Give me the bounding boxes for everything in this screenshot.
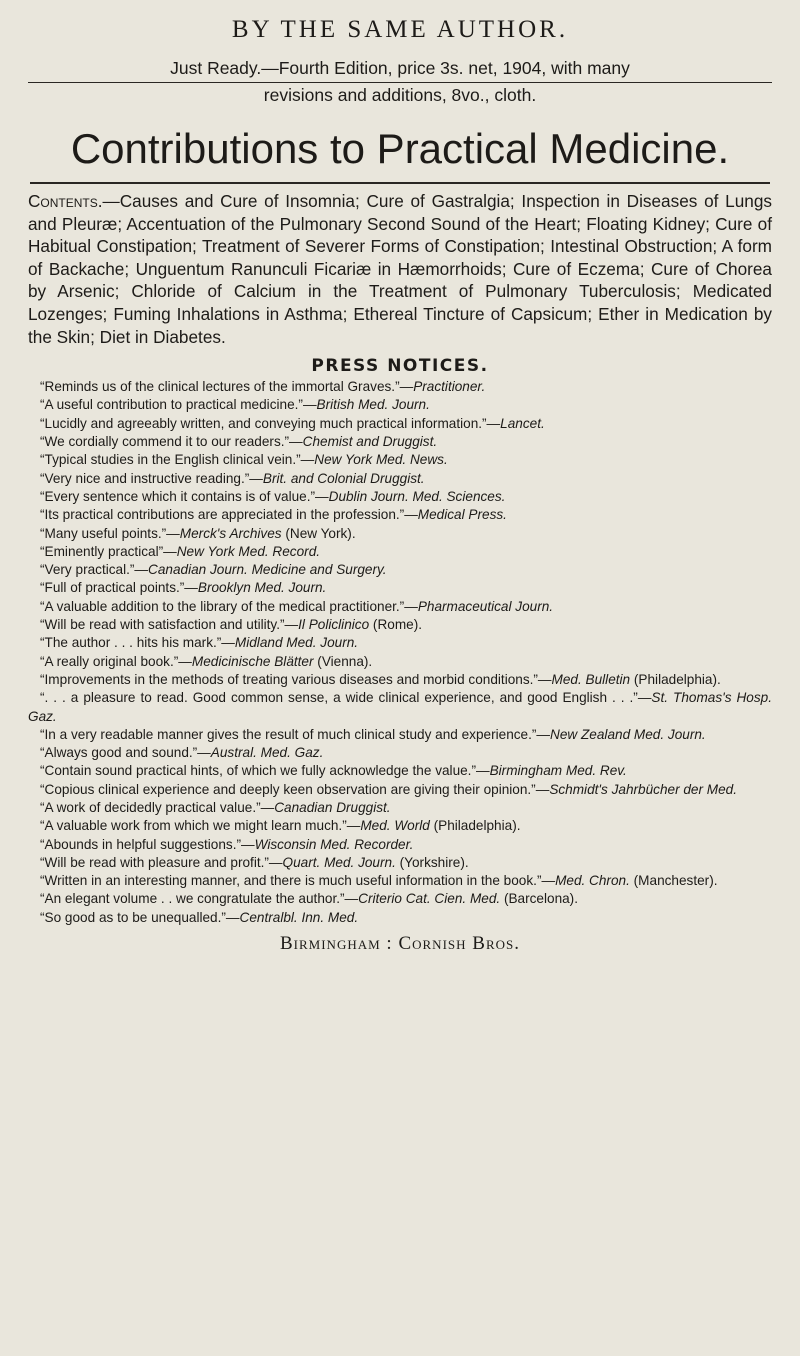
press-notice — [28, 616, 772, 634]
notice-quote: “. . . a pleasure to read. Good common sense, a wide clinical experience, and good English . . .”— — [40, 690, 652, 706]
press-notice — [28, 836, 772, 854]
press-notice — [28, 854, 772, 872]
book-title: Contributions to Practical Medicine. — [70, 125, 730, 172]
press-notice — [28, 689, 772, 726]
notice-source: Brooklyn Med. Journ. — [197, 580, 327, 596]
publisher-footer: Birmingham : Cornish Bros. — [280, 933, 520, 955]
notice-quote: “Will be read with pleasure and profit.”— — [40, 854, 283, 870]
notice-source: Chemist and Druggist. — [302, 434, 438, 450]
press-notices-heading: PRESS NOTICES. — [311, 356, 489, 377]
notice-quote: “Always good and sound.”— — [40, 745, 211, 761]
press-notice — [28, 451, 772, 469]
notice-source: Merck's Archives — [179, 525, 282, 541]
notice-source-place: (Yorkshire). — [395, 854, 469, 870]
press-notice — [28, 671, 772, 689]
press-notice — [28, 415, 772, 433]
notice-quote: “Its practical contributions are appreciated in the profession.”— — [40, 507, 418, 523]
notice-source: Austral. Med. Gaz. — [210, 745, 324, 761]
notice-source: Wisconsin Med. Recorder. — [254, 836, 414, 852]
notice-source: Med. Bulletin — [551, 671, 631, 687]
page-header: BY THE SAME AUTHOR. — [231, 16, 569, 43]
press-notice — [28, 872, 772, 890]
notice-quote: “Improvements in the methods of treating various diseases and morbid conditions.”— — [40, 671, 552, 687]
notice-quote: “Eminently practical”— — [40, 543, 177, 559]
notice-source: Canadian Journ. Medicine and Surgery. — [148, 562, 387, 578]
press-notice — [28, 378, 772, 396]
title-rule — [30, 182, 770, 184]
notice-source: Il Policlinico — [298, 617, 370, 633]
press-notice — [28, 909, 772, 927]
notice-source: New Zealand Med. Journ. — [550, 726, 706, 742]
notice-quote: “An elegant volume . . we congratulate the author.”— — [40, 891, 359, 907]
notice-quote: “Full of practical points.”— — [40, 580, 198, 596]
notice-quote: “Every sentence which it contains is of value.”— — [40, 488, 329, 504]
notice-source: New York Med. News. — [314, 452, 448, 468]
notice-quote: “The author . . . hits his mark.”— — [40, 635, 235, 651]
press-notice — [28, 726, 772, 744]
press-notice — [28, 433, 772, 451]
notice-quote: “Very practical.”— — [40, 562, 149, 578]
notice-source: Med. World — [360, 818, 430, 834]
notice-quote: “Many useful points.”— — [40, 525, 180, 541]
page — [28, 0, 772, 955]
notice-quote: “Abounds in helpful suggestions.”— — [40, 836, 255, 852]
notice-source: Quart. Med. Journ. — [282, 854, 396, 870]
notice-source-place: (Rome). — [369, 617, 423, 633]
notice-source: Centralbl. Inn. Med. — [239, 909, 359, 925]
notice-quote: “Very nice and instructive reading.”— — [40, 470, 263, 486]
notice-source: Medicinische Blätter — [191, 653, 314, 669]
notice-quote: “Written in an interesting manner, and there is much useful information in the book.”— — [40, 873, 556, 889]
notice-quote: “A valuable addition to the library of the medical practitioner.”— — [40, 598, 418, 614]
announcement-line-2: revisions and additions, 8vo., cloth. — [263, 85, 537, 105]
press-notice — [28, 817, 772, 835]
notice-source: St. Thomas's Hosp. Gaz. — [28, 690, 773, 724]
press-notice — [28, 762, 772, 780]
notice-source: Dublin Journ. Med. Sciences. — [328, 488, 506, 504]
contents-text: —Causes and Cure of Insomnia; Cure of Gastralgia; Inspection in Diseases of Lungs and Pleuræ; Accentuation of the Pulmonary Second Sound of the Heart; Floating Kidney; Cure of Habitual Constipation; Treatment of Severer Forms of Constipation; Intestinal Obstruction; A form of Backache; Unguentum Ranunculi Ficariæ in Hæmorrhoids; Cure of Eczema; Cure of Chorea by Arsenic; Chloride of Calcium in the Treatment of Pulmonary Tuberculosis; Medicated Lozenges; Fuming Inhalations in Asthma; Ethereal Tincture of Capsicum; Ether in Medication by the Skin; Diet in Diabetes. — [28, 191, 772, 347]
notice-source: Schmidt's Jahrbücher der Med. — [549, 781, 738, 797]
contents-lead: Contents. — [28, 191, 103, 211]
notice-source-place: (New York). — [281, 525, 356, 541]
press-notice — [28, 890, 772, 908]
press-notice — [28, 781, 772, 799]
announcement-line-1: Just Ready.—Fourth Edition, price 3s. net, 1904, with many — [28, 56, 772, 83]
press-notice — [28, 579, 772, 597]
notice-source-place: (Barcelona). — [500, 891, 578, 907]
notice-quote: “Copious clinical experience and deeply keen observation are giving their opinion.”— — [40, 781, 550, 797]
notice-quote: “Typical studies in the English clinical vein.”— — [40, 452, 315, 468]
announcement — [28, 56, 772, 108]
notice-source: Birmingham Med. Rev. — [489, 763, 627, 779]
notice-source: Med. Chron. — [555, 873, 630, 889]
notice-source: Lancet. — [500, 415, 545, 431]
press-notice — [28, 634, 772, 652]
notice-source: British Med. Journ. — [316, 397, 430, 413]
notice-quote: “Lucidly and agreeably written, and conveying much practical information.”— — [40, 415, 501, 431]
press-notice — [28, 525, 772, 543]
notice-source: Criterio Cat. Cien. Med. — [358, 891, 501, 907]
notice-source: Medical Press. — [417, 507, 507, 523]
press-notice — [28, 470, 772, 488]
press-notice — [28, 488, 772, 506]
notice-source: Practitioner. — [413, 379, 486, 395]
press-notice — [28, 506, 772, 524]
notice-quote: “A work of decidedly practical value.”— — [40, 799, 275, 815]
notice-source: Brit. and Colonial Druggist. — [262, 470, 425, 486]
notice-quote: “A valuable work from which we might learn much.”— — [40, 818, 361, 834]
notice-quote: “Contain sound practical hints, of which we fully acknowledge the value.”— — [40, 763, 490, 779]
press-notices-list — [28, 378, 772, 927]
notice-quote: “In a very readable manner gives the result of much clinical study and experience.”— — [40, 726, 551, 742]
notice-quote: “Reminds us of the clinical lectures of the immortal Graves.”— — [40, 379, 414, 395]
notice-quote: “A really original book.”— — [40, 653, 192, 669]
notice-source-place: (Manchester). — [629, 873, 718, 889]
press-notice — [28, 396, 772, 414]
notice-source: Pharmaceutical Journ. — [417, 598, 554, 614]
notice-quote: “So good as to be unequalled.”— — [40, 909, 240, 925]
press-notice — [28, 543, 772, 561]
notice-quote: “A useful contribution to practical medicine.”— — [40, 397, 317, 413]
notice-quote: “We cordially commend it to our readers.”— — [40, 434, 303, 450]
contents-paragraph — [28, 190, 772, 348]
notice-source: New York Med. Record. — [176, 543, 321, 559]
notice-source-place: (Philadelphia). — [429, 818, 521, 834]
press-notice — [28, 799, 772, 817]
press-notice — [28, 653, 772, 671]
notice-source: Canadian Druggist. — [274, 799, 391, 815]
press-notice — [28, 598, 772, 616]
press-notice — [28, 561, 772, 579]
notice-source-place: (Philadelphia). — [630, 671, 721, 687]
press-notice — [28, 744, 772, 762]
notice-source-place: (Vienna). — [313, 653, 373, 669]
notice-source: Midland Med. Journ. — [234, 635, 359, 651]
notice-quote: “Will be read with satisfaction and utility.”— — [40, 617, 299, 633]
